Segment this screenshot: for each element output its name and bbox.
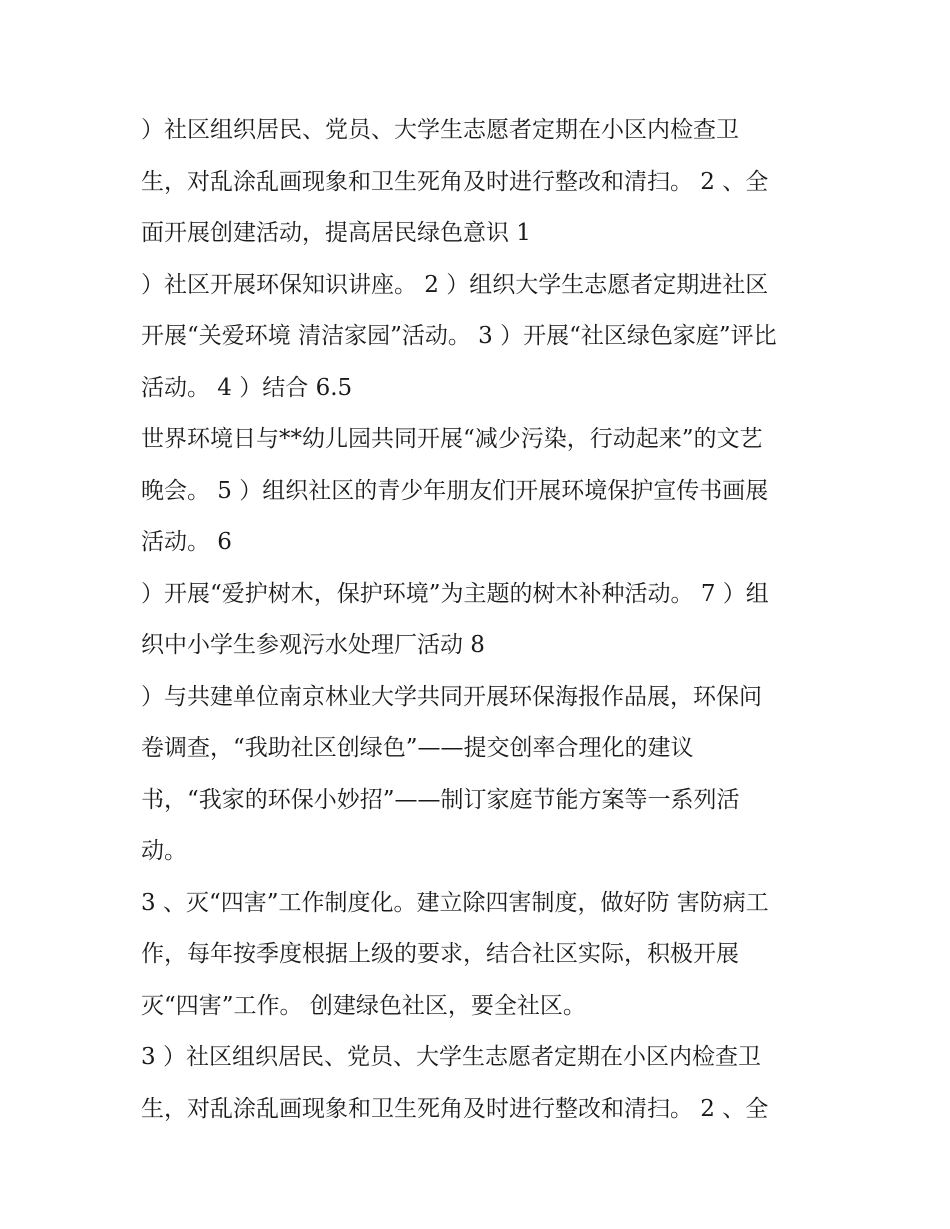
- text-line: ）社区开展环保知识讲座。 2 ）组织大学生志愿者定期进社区: [141, 271, 769, 298]
- text-line: 卷调查，“我助社区创绿色”——提交创率合理化的建议: [141, 735, 694, 761]
- text-line: 面开展创建活动，提高居民绿色意识 1: [141, 220, 531, 246]
- document-body: [141, 105, 821, 1135]
- text-line: 晚会。 5 ）组织社区的青少年朋友们开展环境保护宣传书画展: [141, 477, 769, 504]
- text-line: 3 、灭“四害”工作制度化。建立除四害制度，做好防 害防病工: [141, 889, 769, 916]
- text-line: 生，对乱涂乱画现象和卫生死角及时进行整改和清扫。 2 、全: [141, 168, 769, 195]
- text-line: 3 ）社区组织居民、党员、大学生志愿者定期在小区内检查卫: [141, 1044, 761, 1070]
- text-line: ）社区组织居民、党员、大学生志愿者定期在小区内检查卫: [141, 117, 739, 143]
- text-line: 织中小学生参观污水处理厂活动 8: [141, 632, 485, 658]
- text-line: 书，“我家的环保小妙招”——制订家庭节能方案等一系列活: [141, 786, 740, 813]
- text-line: ）开展“爱护树木，保护环境”为主题的树木补种活动。 7 ）组: [141, 580, 769, 607]
- text-line: 活动。 4 ）结合 6.5: [141, 374, 353, 401]
- text-line: 作，每年按季度根据上级的要求，结合社区实际，积极开展: [141, 941, 739, 967]
- text-line: 灭“四害”工作。 创建绿色社区，要全社区。: [141, 992, 586, 1019]
- text-line: 活动。 6: [141, 529, 232, 555]
- text-line: 世界环境日与**幼儿园共同开展“减少污染，行动起来”的文艺: [141, 426, 763, 452]
- text-line: ）与共建单位南京林业大学共同开展环保海报作品展，环保问: [141, 683, 762, 710]
- text-line: 开展“关爱环境 清洁家园”活动。 3 ）开展“社区绿色家庭”评比: [141, 323, 777, 349]
- text-line: 动。: [141, 838, 187, 864]
- text-line: 生，对乱涂乱画现象和卫生死角及时进行整改和清扫。 2 、全: [141, 1095, 769, 1122]
